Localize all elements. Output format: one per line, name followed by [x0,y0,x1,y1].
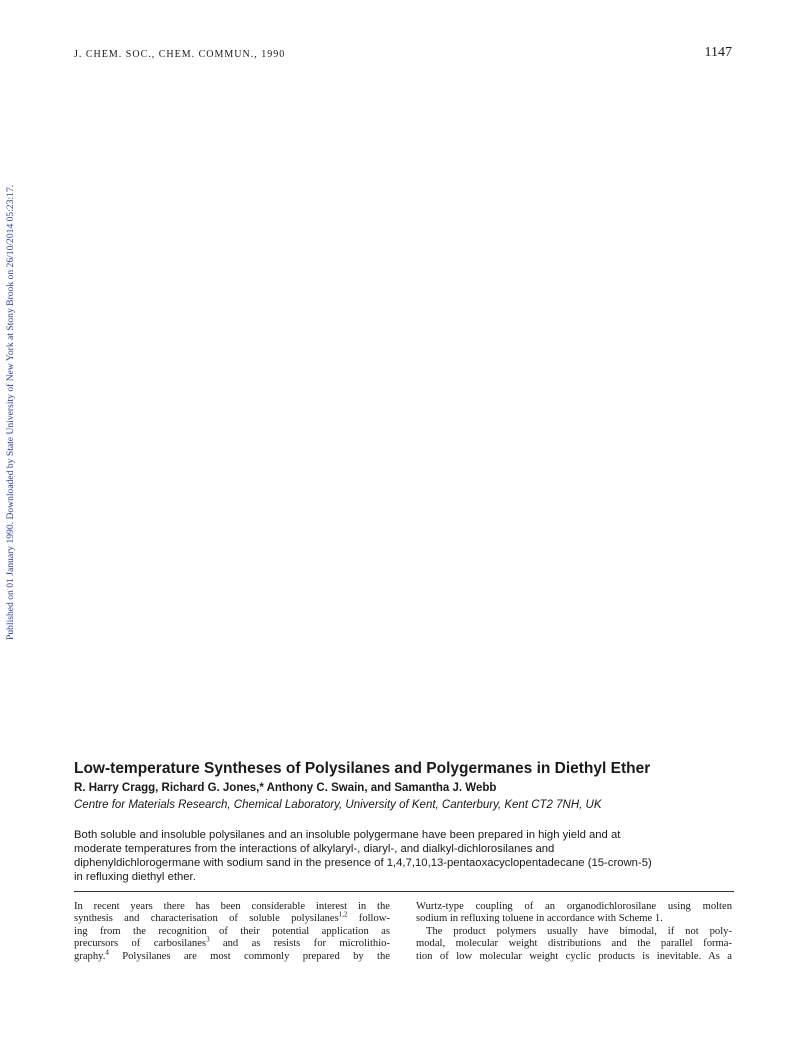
body-line: graphy.$^4$ Polysilanes are most commonly prepared by the [74,948,390,962]
body-line: precursors of carbosilanes$^3$ and as resists for microlithio- [74,935,390,950]
body-line: In recent years there has been considerable interest in the [74,901,390,912]
body-line: tion of low molecular weight cyclic products is inevitable. As a [416,950,732,962]
article-authors: R. Harry Cragg, Richard G. Jones,* Anthony C. Swain, and Samantha J. Webb [74,782,497,794]
body-column-left [74,901,390,963]
section-divider [74,891,734,892]
page-number: 1147 [704,45,732,60]
download-watermark: Published on 01 January 1990. Downloaded by State University of New York at Stony Brook on 26/10/2014 05:23:17. [5,184,16,640]
body-line: ing from the recognition of their potential application as [74,925,390,937]
citation-superscript: 1,2 [338,910,348,919]
abstract-line: diphenyldichlorogermane with sodium sand in the presence of 1,4,7,10,13-pentaoxacyclopentadecane (15-crown-5) [74,857,652,869]
abstract-line: moderate temperatures from the interactions of alkylaryl-, diaryl-, and dialkyl-dichlorosilanes and [74,843,555,855]
author-affiliation: Centre for Materials Research, Chemical Laboratory, University of Kent, Canterbury, Kent CT2 7NH, UK [74,799,602,811]
abstract-line: Both soluble and insoluble polysilanes and an insoluble polygermane have been prepared in high yield and at [74,829,621,841]
abstract [74,828,734,884]
citation-superscript: 4 [105,948,109,957]
body-line: The product polymers usually have bimodal, if not poly- [426,925,732,937]
body-line: Wurtz-type coupling of an organodichlorosilane using molten [416,901,732,912]
running-header: J. CHEM. SOC., CHEM. COMMUN., 1990 [74,49,286,60]
body-line: synthesis and characterisation of soluble polysilanes$^{1,2}$ follow- [74,910,390,925]
citation-superscript: 3 [206,935,210,944]
body-line: sodium in refluxing toluene in accordance with Scheme 1. [416,913,663,925]
body-column-right [416,901,732,963]
article-title: Low-temperature Syntheses of Polysilanes and Polygermanes in Diethyl Ether [74,760,651,777]
body-line: modal, molecular weight distributions and the parallel forma- [416,938,732,950]
abstract-line: in refluxing diethyl ether. [74,871,196,883]
